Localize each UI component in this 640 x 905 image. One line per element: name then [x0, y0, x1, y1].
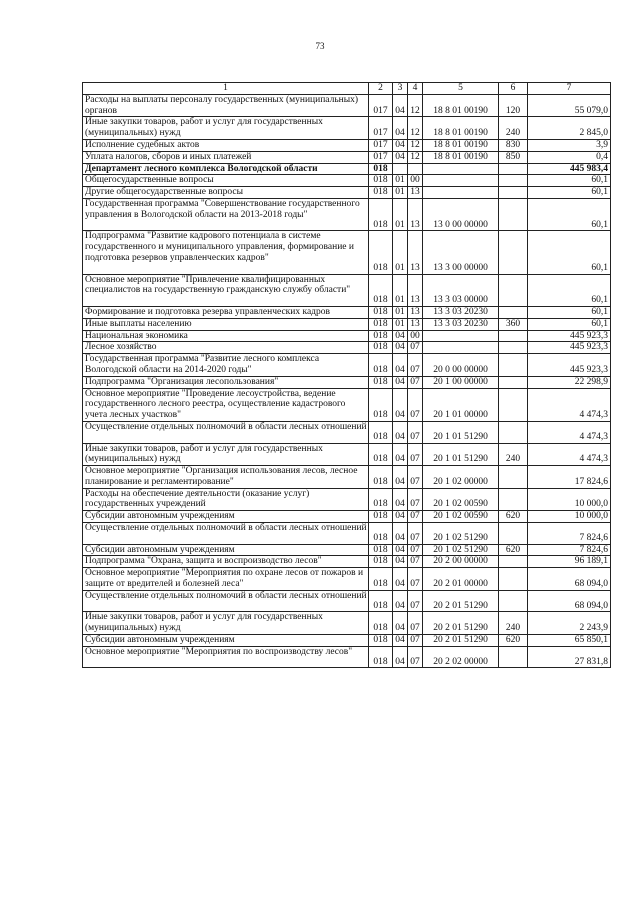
row-amount: 60,1	[528, 231, 611, 274]
row-name-cell: Иные выплаты населению	[83, 318, 369, 330]
row-expense-type: 620	[499, 635, 528, 647]
row-subsection-code: 07	[408, 342, 423, 354]
row-subsection-code: 13	[408, 231, 423, 274]
row-expense-type	[499, 376, 528, 388]
row-target-article: 20 1 01 51290	[423, 443, 499, 466]
row-section-code: 04	[393, 612, 408, 635]
table-row	[83, 511, 611, 523]
row-subsection-code: 07	[408, 568, 423, 591]
row-subsection-code: 07	[408, 511, 423, 523]
row-ministry-code: 018	[369, 646, 393, 668]
table-row	[83, 139, 611, 151]
row-subsection-code: 07	[408, 556, 423, 568]
row-name-cell: Исполнение судебных актов	[83, 139, 369, 151]
row-expense-type	[499, 274, 528, 306]
row-name-cell: Департамент лесного комплекса Вологодской области	[83, 163, 369, 175]
row-section-code: 01	[393, 187, 408, 199]
row-section-code: 04	[393, 511, 408, 523]
row-name-cell: Подпрограмма "Охрана, защита и воспроизводство лесов"	[83, 556, 369, 568]
row-subsection-code: 00	[408, 330, 423, 342]
row-ministry-code: 018	[369, 635, 393, 647]
row-subsection-code	[408, 163, 423, 175]
row-ministry-code: 018	[369, 443, 393, 466]
row-subsection-code: 07	[408, 612, 423, 635]
row-section-code: 01	[393, 318, 408, 330]
row-name-cell: Иные закупки товаров, работ и услуг для государственных (муниципальных) нужд	[83, 443, 369, 466]
row-amount: 445 983,4	[528, 163, 611, 175]
row-section-code: 04	[393, 590, 408, 612]
table-row	[83, 443, 611, 466]
row-section-code: 01	[393, 306, 408, 318]
header-cell: 1	[83, 83, 369, 95]
row-expense-type	[499, 187, 528, 199]
row-ministry-code: 018	[369, 612, 393, 635]
row-ministry-code: 018	[369, 231, 393, 274]
row-amount: 68 094,0	[528, 590, 611, 612]
row-expense-type	[499, 488, 528, 511]
table-row	[83, 198, 611, 230]
row-subsection-code: 07	[408, 443, 423, 466]
table-row	[83, 466, 611, 489]
row-section-code: 01	[393, 198, 408, 230]
table-row	[83, 556, 611, 568]
row-target-article	[423, 187, 499, 199]
row-expense-type: 240	[499, 612, 528, 635]
row-subsection-code: 13	[408, 306, 423, 318]
row-target-article: 13 3 03 00000	[423, 274, 499, 306]
row-amount: 60,1	[528, 274, 611, 306]
row-ministry-code: 018	[369, 488, 393, 511]
row-section-code: 04	[393, 354, 408, 377]
row-ministry-code: 017	[369, 94, 393, 117]
row-amount: 4 474,3	[528, 443, 611, 466]
row-section-code: 04	[393, 544, 408, 556]
row-subsection-code: 13	[408, 187, 423, 199]
table-body	[83, 94, 611, 668]
row-name-cell: Национальная экономика	[83, 330, 369, 342]
row-target-article: 18 8 01 00190	[423, 139, 499, 151]
row-expense-type	[499, 163, 528, 175]
row-name-cell: Основное мероприятие "Организация использования лесов, лесное планирование и регламентирование"	[83, 466, 369, 489]
row-expense-type: 850	[499, 151, 528, 163]
row-ministry-code: 018	[369, 187, 393, 199]
table-row	[83, 175, 611, 187]
row-target-article: 13 3 03 20230	[423, 318, 499, 330]
table-row	[83, 388, 611, 421]
table-row	[83, 187, 611, 199]
row-expense-type	[499, 568, 528, 591]
table-row	[83, 354, 611, 377]
table-row	[83, 231, 611, 274]
table-header-row	[83, 83, 611, 95]
row-expense-type	[499, 175, 528, 187]
row-ministry-code: 018	[369, 556, 393, 568]
row-subsection-code: 07	[408, 354, 423, 377]
row-target-article: 20 1 00 00000	[423, 376, 499, 388]
header-cell: 5	[423, 83, 499, 95]
row-name-cell: Иные закупки товаров, работ и услуг для государственных (муниципальных) нужд	[83, 117, 369, 140]
header-cell: 7	[528, 83, 611, 95]
row-expense-type	[499, 523, 528, 545]
row-amount: 7 824,6	[528, 523, 611, 545]
row-name-cell: Субсидии автономным учреждениям	[83, 511, 369, 523]
row-ministry-code: 018	[369, 175, 393, 187]
row-amount: 17 824,6	[528, 466, 611, 489]
row-ministry-code: 018	[369, 198, 393, 230]
row-target-article	[423, 175, 499, 187]
table-row	[83, 117, 611, 140]
row-expense-type: 620	[499, 511, 528, 523]
row-amount: 2 243,9	[528, 612, 611, 635]
row-section-code: 04	[393, 139, 408, 151]
table-row	[83, 544, 611, 556]
row-name-cell: Уплата налогов, сборов и иных платежей	[83, 151, 369, 163]
row-expense-type: 240	[499, 117, 528, 140]
row-target-article	[423, 163, 499, 175]
row-target-article: 18 8 01 00190	[423, 117, 499, 140]
row-section-code: 04	[393, 330, 408, 342]
row-ministry-code: 018	[369, 568, 393, 591]
row-target-article: 20 1 01 00000	[423, 388, 499, 421]
row-target-article: 20 1 02 00590	[423, 488, 499, 511]
row-ministry-code: 017	[369, 151, 393, 163]
row-section-code: 04	[393, 94, 408, 117]
row-section-code: 04	[393, 635, 408, 647]
row-expense-type	[499, 231, 528, 274]
row-subsection-code: 12	[408, 139, 423, 151]
row-target-article: 13 3 00 00000	[423, 231, 499, 274]
row-target-article: 20 1 02 51290	[423, 523, 499, 545]
row-target-article	[423, 330, 499, 342]
row-expense-type	[499, 421, 528, 443]
row-subsection-code: 12	[408, 94, 423, 117]
row-amount: 60,1	[528, 306, 611, 318]
row-name-cell: Иные закупки товаров, работ и услуг для государственных (муниципальных) нужд	[83, 612, 369, 635]
row-name-cell: Основное мероприятие "Мероприятия по воспроизводству лесов"	[83, 646, 369, 668]
row-section-code: 04	[393, 151, 408, 163]
row-subsection-code: 07	[408, 376, 423, 388]
row-section-code	[393, 163, 408, 175]
table-row	[83, 568, 611, 591]
table-row	[83, 612, 611, 635]
row-section-code: 04	[393, 421, 408, 443]
row-ministry-code: 018	[369, 306, 393, 318]
row-name-cell: Основное мероприятие "Мероприятия по охране лесов от пожаров и защите от вредителей и болезней леса"	[83, 568, 369, 591]
row-amount: 60,1	[528, 198, 611, 230]
row-amount: 10 000,0	[528, 511, 611, 523]
row-amount: 3,9	[528, 139, 611, 151]
row-name-cell: Основное мероприятие "Проведение лесоустройства, ведение государственного лесного реестра, осуществление кадастрового учета лесных участков"	[83, 388, 369, 421]
row-name-cell: Подпрограмма "Организация лесопользования"	[83, 376, 369, 388]
row-name-cell: Осуществление отдельных полномочий в области лесных отношений	[83, 523, 369, 545]
row-section-code: 01	[393, 231, 408, 274]
row-ministry-code: 018	[369, 466, 393, 489]
row-name-cell: Государственная программа "Развитие лесного комплекса Вологодской области на 2014-2020 годы"	[83, 354, 369, 377]
row-amount: 60,1	[528, 175, 611, 187]
table-row	[83, 646, 611, 668]
row-subsection-code: 12	[408, 117, 423, 140]
row-amount: 445 923,3	[528, 354, 611, 377]
table-row	[83, 306, 611, 318]
row-ministry-code: 018	[369, 163, 393, 175]
row-ministry-code: 018	[369, 318, 393, 330]
row-amount: 60,1	[528, 318, 611, 330]
row-amount: 60,1	[528, 187, 611, 199]
header-cell: 4	[408, 83, 423, 95]
row-amount: 0,4	[528, 151, 611, 163]
row-target-article: 20 2 01 51290	[423, 590, 499, 612]
row-ministry-code: 018	[369, 354, 393, 377]
table-row	[83, 635, 611, 647]
row-ministry-code: 017	[369, 139, 393, 151]
row-target-article: 13 0 00 00000	[423, 198, 499, 230]
table-row	[83, 151, 611, 163]
row-target-article: 20 2 02 00000	[423, 646, 499, 668]
table-row	[83, 488, 611, 511]
row-expense-type: 830	[499, 139, 528, 151]
row-expense-type	[499, 306, 528, 318]
row-name-cell: Основное мероприятие "Привлечение квалифицированных специалистов на государственную гражданскую службу области"	[83, 274, 369, 306]
row-target-article: 20 2 01 51290	[423, 635, 499, 647]
row-expense-type	[499, 198, 528, 230]
row-ministry-code: 018	[369, 511, 393, 523]
row-section-code: 04	[393, 117, 408, 140]
row-target-article	[423, 342, 499, 354]
row-expense-type: 360	[499, 318, 528, 330]
row-name-cell: Государственная программа "Совершенствование государственного управления в Вологодской области на 2013-2018 годы"	[83, 198, 369, 230]
header-cell: 2	[369, 83, 393, 95]
row-section-code: 01	[393, 274, 408, 306]
row-expense-type	[499, 330, 528, 342]
row-expense-type: 620	[499, 544, 528, 556]
row-subsection-code: 07	[408, 635, 423, 647]
row-subsection-code: 07	[408, 646, 423, 668]
row-section-code: 04	[393, 376, 408, 388]
row-name-cell: Другие общегосударственные вопросы	[83, 187, 369, 199]
row-name-cell: Подпрограмма "Развитие кадрового потенциала в системе государственного и муниципального управления, формирование и подготовка резервов управленческих кадров"	[83, 231, 369, 274]
row-name-cell: Расходы на выплаты персоналу государственных (муниципальных) органов	[83, 94, 369, 117]
row-target-article: 20 0 00 00000	[423, 354, 499, 377]
row-expense-type	[499, 354, 528, 377]
table-row	[83, 274, 611, 306]
row-section-code: 04	[393, 568, 408, 591]
row-target-article: 13 3 03 20230	[423, 306, 499, 318]
row-section-code: 04	[393, 342, 408, 354]
row-expense-type	[499, 342, 528, 354]
row-amount: 27 831,8	[528, 646, 611, 668]
row-ministry-code: 018	[369, 421, 393, 443]
row-ministry-code: 018	[369, 388, 393, 421]
table-row	[83, 163, 611, 175]
row-amount: 55 079,0	[528, 94, 611, 117]
row-expense-type	[499, 466, 528, 489]
header-cell: 6	[499, 83, 528, 95]
row-section-code: 04	[393, 488, 408, 511]
row-name-cell: Расходы на обеспечение деятельности (оказание услуг) государственных учреждений	[83, 488, 369, 511]
row-subsection-code: 07	[408, 388, 423, 421]
row-subsection-code: 07	[408, 466, 423, 489]
row-section-code: 04	[393, 388, 408, 421]
row-expense-type: 240	[499, 443, 528, 466]
row-name-cell: Субсидии автономным учреждениям	[83, 635, 369, 647]
row-section-code: 04	[393, 443, 408, 466]
row-amount: 4 474,3	[528, 421, 611, 443]
row-section-code: 01	[393, 175, 408, 187]
row-amount: 96 189,1	[528, 556, 611, 568]
row-subsection-code: 07	[408, 544, 423, 556]
row-target-article: 20 1 01 51290	[423, 421, 499, 443]
row-ministry-code: 018	[369, 342, 393, 354]
row-subsection-code: 13	[408, 318, 423, 330]
row-amount: 445 923,3	[528, 342, 611, 354]
row-target-article: 20 2 00 00000	[423, 556, 499, 568]
row-amount: 68 094,0	[528, 568, 611, 591]
row-name-cell: Осуществление отдельных полномочий в области лесных отношений	[83, 590, 369, 612]
row-target-article: 18 8 01 00190	[423, 94, 499, 117]
row-subsection-code: 07	[408, 523, 423, 545]
row-name-cell: Формирование и подготовка резерва управленческих кадров	[83, 306, 369, 318]
table-row	[83, 590, 611, 612]
row-section-code: 04	[393, 556, 408, 568]
row-name-cell: Субсидии автономным учреждениям	[83, 544, 369, 556]
row-subsection-code: 07	[408, 488, 423, 511]
row-target-article: 18 8 01 00190	[423, 151, 499, 163]
row-ministry-code: 018	[369, 330, 393, 342]
row-ministry-code: 018	[369, 376, 393, 388]
row-subsection-code: 00	[408, 175, 423, 187]
row-section-code: 04	[393, 466, 408, 489]
row-amount: 65 850,1	[528, 635, 611, 647]
row-subsection-code: 13	[408, 274, 423, 306]
row-ministry-code: 018	[369, 544, 393, 556]
header-cell: 3	[393, 83, 408, 95]
row-target-article: 20 1 02 51290	[423, 544, 499, 556]
row-expense-type: 120	[499, 94, 528, 117]
row-amount: 22 298,9	[528, 376, 611, 388]
row-target-article: 20 2 01 51290	[423, 612, 499, 635]
row-expense-type	[499, 556, 528, 568]
row-target-article: 20 2 01 00000	[423, 568, 499, 591]
row-amount: 445 923,3	[528, 330, 611, 342]
row-subsection-code: 13	[408, 198, 423, 230]
row-expense-type	[499, 388, 528, 421]
row-subsection-code: 07	[408, 590, 423, 612]
table-row	[83, 421, 611, 443]
row-ministry-code: 018	[369, 523, 393, 545]
table-row	[83, 330, 611, 342]
table-row	[83, 318, 611, 330]
row-target-article: 20 1 02 00000	[423, 466, 499, 489]
row-expense-type	[499, 590, 528, 612]
row-subsection-code: 07	[408, 421, 423, 443]
table-row	[83, 523, 611, 545]
row-ministry-code: 018	[369, 590, 393, 612]
row-amount: 7 824,6	[528, 544, 611, 556]
table-row	[83, 376, 611, 388]
row-amount: 2 845,0	[528, 117, 611, 140]
row-amount: 4 474,3	[528, 388, 611, 421]
row-ministry-code: 017	[369, 117, 393, 140]
row-subsection-code: 12	[408, 151, 423, 163]
row-amount: 10 000,0	[528, 488, 611, 511]
row-section-code: 04	[393, 523, 408, 545]
row-name-cell: Общегосударственные вопросы	[83, 175, 369, 187]
table-row	[83, 342, 611, 354]
row-expense-type	[499, 646, 528, 668]
row-name-cell: Лесное хозяйство	[83, 342, 369, 354]
table-row	[83, 94, 611, 117]
row-target-article: 20 1 02 00590	[423, 511, 499, 523]
row-section-code: 04	[393, 646, 408, 668]
row-name-cell: Осуществление отдельных полномочий в области лесных отношений	[83, 421, 369, 443]
row-ministry-code: 018	[369, 274, 393, 306]
page-number: 73	[315, 41, 325, 51]
budget-table	[82, 82, 611, 668]
